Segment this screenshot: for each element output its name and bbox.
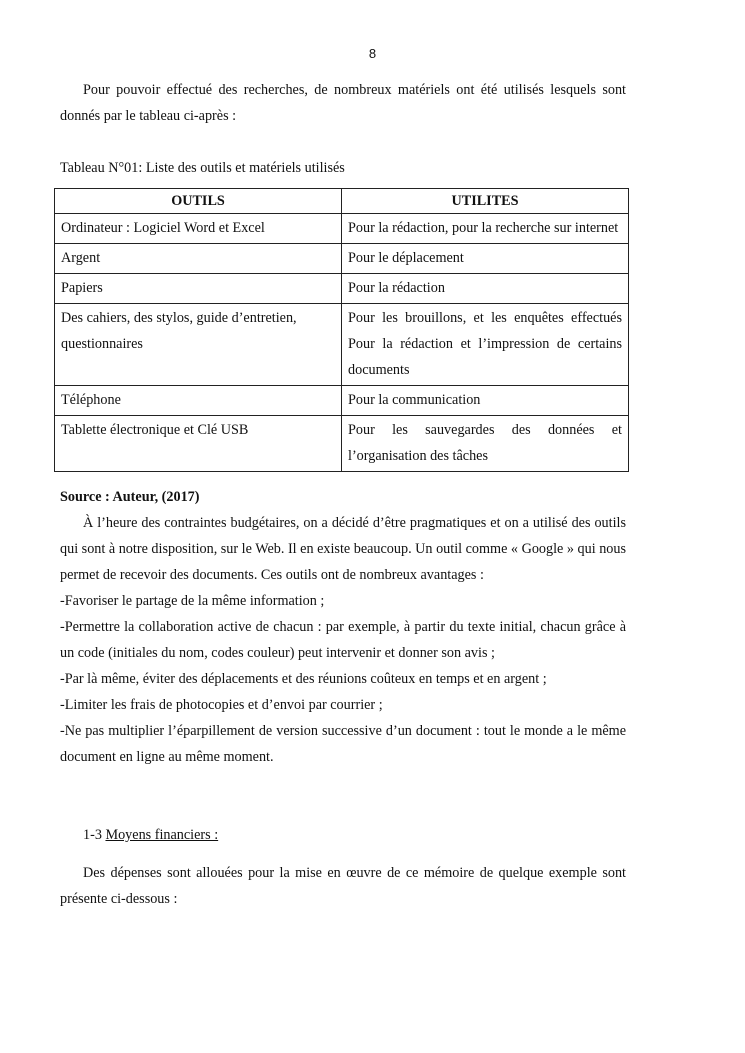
list-item: -Ne pas multiplier l’éparpillement de version successive d’un document : tout le monde a le même document en ligne au même moment. <box>60 723 626 765</box>
table-source: Source : Auteur, (2017) <box>60 489 200 505</box>
cell-tool: Argent <box>55 244 342 274</box>
page-number: 8 <box>368 46 377 61</box>
table-row <box>55 416 629 472</box>
cell-utility: Pour le déplacement <box>342 244 629 274</box>
body-section <box>60 510 626 770</box>
table-caption: Tableau N°01: Liste des outils et matériels utilisés <box>60 160 345 176</box>
intro-paragraph: Pour pouvoir effectué des recherches, de nombreux matériels ont été utilisés lesquels sont donnés par le tableau ci-après : <box>60 82 626 124</box>
cell-utility: Pour la rédaction, pour la recherche sur internet <box>342 214 629 244</box>
cell-utility: Pour les sauvegardes des données et l’organisation des tâches <box>342 416 629 472</box>
cell-tool: Ordinateur : Logiciel Word et Excel <box>55 214 342 244</box>
list-item: -Limiter les frais de photocopies et d’envoi par courrier ; <box>60 697 383 713</box>
cell-tool: Téléphone <box>55 386 342 416</box>
cell-utility: Pour la rédaction <box>342 274 629 304</box>
section-heading <box>83 822 218 848</box>
table-row <box>55 214 629 244</box>
paragraph-web-tools: À l’heure des contraintes budgétaires, on a décidé d’être pragmatiques et on a utilisé des outils qui sont à notre disposition, sur le Web. Il en existe beaucoup. Un outil comme « Google » qui nous permet de recevoir des documents. Ces outils ont de nombreux avantages : <box>60 515 627 583</box>
cell-utility: Pour les brouillons, et les enquêtes effectués Pour la rédaction et l’impression de certains documents <box>342 304 629 386</box>
table-row <box>55 386 629 416</box>
header-utilites: UTILITES <box>342 189 629 214</box>
paragraph-expenses: Des dépenses sont allouées pour la mise en œuvre de ce mémoire de quelque exemple sont présente ci-dessous : <box>60 865 626 907</box>
tools-table <box>54 188 629 472</box>
cell-utility: Pour la communication <box>342 386 629 416</box>
section-title: Moyens financiers : <box>105 827 219 843</box>
section-number: 1-3 <box>83 827 102 843</box>
cell-tool: Papiers <box>55 274 342 304</box>
list-item: -Permettre la collaboration active de chacun : par exemple, à partir du texte initial, chacun grâce à un code (initiales du nom, codes couleur) peut intervenir et donner son avis ; <box>60 619 626 661</box>
table-row <box>55 244 629 274</box>
cell-tool: Tablette électronique et Clé USB <box>55 416 342 472</box>
table-row <box>55 274 629 304</box>
list-item: -Par là même, éviter des déplacements et des réunions coûteux en temps et en argent ; <box>60 671 547 687</box>
cell-tool: Des cahiers, des stylos, guide d’entretien, questionnaires <box>55 304 342 386</box>
list-item: -Favoriser le partage de la même information ; <box>60 593 325 609</box>
header-outils: OUTILS <box>55 189 342 214</box>
table-row <box>55 304 629 386</box>
table-header-row <box>55 189 629 214</box>
